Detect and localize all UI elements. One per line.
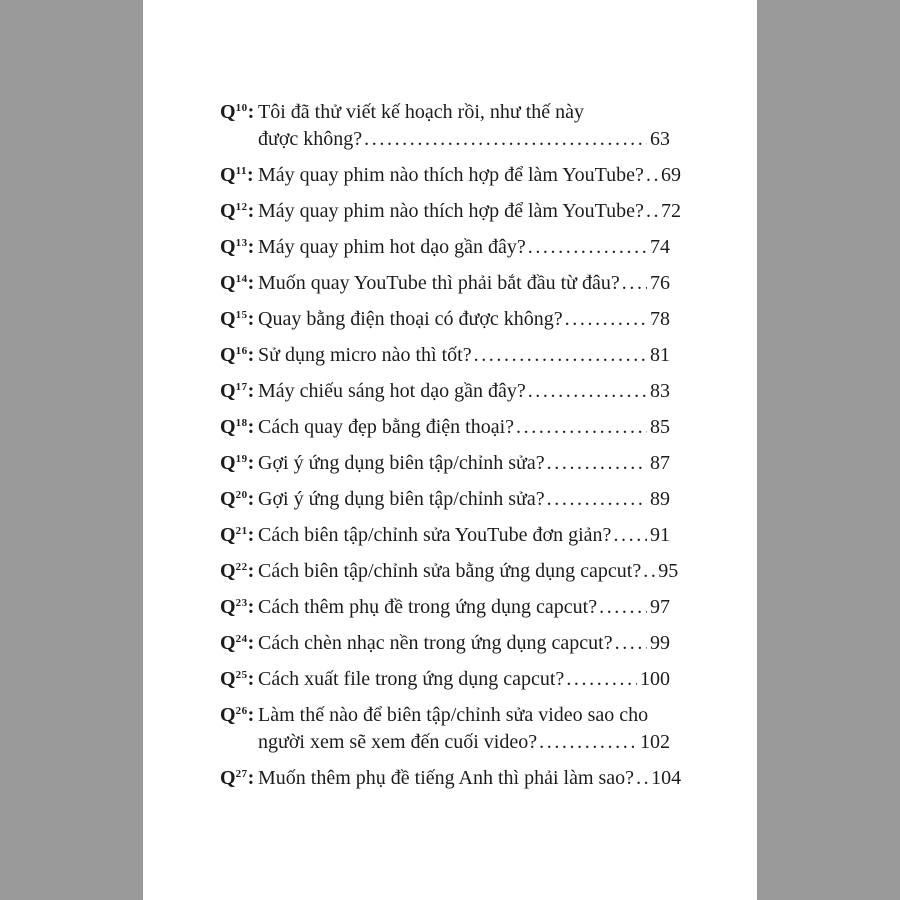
page-number: 99 bbox=[650, 632, 670, 654]
toc-entry-line bbox=[258, 342, 670, 369]
toc-entry-body bbox=[258, 522, 670, 549]
question-number-label: $Q^{18}$: bbox=[220, 416, 255, 438]
toc-entry-line bbox=[258, 729, 670, 756]
toc-entry-body bbox=[258, 414, 670, 441]
toc-entry-text: Máy chiếu sáng hot dạo gần đây? bbox=[258, 380, 526, 402]
toc-entry-body bbox=[258, 486, 670, 513]
toc-entry-line bbox=[258, 630, 670, 657]
dot-leader bbox=[615, 630, 647, 657]
toc-entry-text: Sử dụng micro nào thì tốt? bbox=[258, 344, 472, 366]
dot-leader bbox=[547, 450, 647, 477]
page-number: 104 bbox=[651, 767, 682, 789]
toc-entry-line bbox=[258, 162, 681, 189]
toc-entry-text: Muốn thêm phụ đề tiếng Anh thì phải làm sao? bbox=[258, 767, 635, 789]
page-number: 87 bbox=[650, 452, 670, 474]
toc-entry-text: Cách biên tập/chỉnh sửa YouTube đơn giản? bbox=[258, 524, 612, 546]
question-number-label: $Q^{26}$: bbox=[220, 704, 255, 726]
question-number-label: $Q^{20}$: bbox=[220, 488, 255, 510]
page-number: 63 bbox=[650, 128, 670, 150]
toc-entry-line bbox=[258, 486, 670, 513]
dot-leader bbox=[636, 765, 648, 792]
page-number: 102 bbox=[640, 731, 670, 753]
table-of-contents bbox=[220, 99, 682, 792]
question-number-label: $Q^{12}$: bbox=[220, 200, 255, 222]
page-number: 74 bbox=[650, 236, 670, 258]
dot-leader bbox=[622, 270, 647, 297]
toc-entry bbox=[220, 630, 670, 657]
toc-entry-body bbox=[258, 666, 670, 693]
toc-entry-line bbox=[258, 450, 670, 477]
toc-entry-text: Gợi ý ứng dụng biên tập/chỉnh sửa? bbox=[258, 452, 545, 474]
toc-entry-text: Cách thêm phụ đề trong ứng dụng capcut? bbox=[258, 596, 598, 618]
toc-entry-text: Gợi ý ứng dụng biên tập/chỉnh sửa? bbox=[258, 488, 545, 510]
toc-entry bbox=[220, 450, 670, 477]
question-number-label: $Q^{27}$: bbox=[220, 767, 255, 789]
toc-entry-line bbox=[258, 126, 670, 153]
toc-entry-text: Quay bằng điện thoại có được không? bbox=[258, 308, 563, 330]
toc-entry bbox=[220, 558, 679, 585]
question-number-label: $Q^{13}$: bbox=[220, 236, 255, 258]
page-number: 72 bbox=[660, 200, 681, 222]
toc-entry-text: Máy quay phim nào thích hợp để làm YouTube? bbox=[258, 200, 644, 222]
question-number-label: $Q^{15}$: bbox=[220, 308, 255, 330]
toc-entry-body bbox=[258, 630, 670, 657]
toc-entry-line bbox=[258, 198, 681, 225]
dot-leader bbox=[613, 522, 647, 549]
toc-entry-body bbox=[258, 234, 670, 261]
dot-leader bbox=[547, 486, 647, 513]
question-number-label: $Q^{23}$: bbox=[220, 596, 255, 618]
toc-entry bbox=[220, 522, 670, 549]
toc-entry bbox=[220, 765, 682, 792]
page-number: 78 bbox=[650, 308, 670, 330]
toc-entry-line: Tôi đã thử viết kế hoạch rồi, như thế này bbox=[258, 101, 585, 123]
toc-entry bbox=[220, 270, 670, 297]
question-number-label: $Q^{22}$: bbox=[220, 560, 255, 582]
toc-entry-text: Máy quay phim hot dạo gần đây? bbox=[258, 236, 526, 258]
question-number-label: $Q^{10}$: bbox=[220, 101, 255, 123]
toc-entry bbox=[220, 414, 670, 441]
page-number: 85 bbox=[650, 416, 670, 438]
toc-entry bbox=[220, 162, 681, 189]
question-number-label: $Q^{16}$: bbox=[220, 344, 255, 366]
dot-leader bbox=[474, 342, 647, 369]
dot-leader bbox=[528, 378, 647, 405]
toc-entry-body bbox=[258, 594, 670, 621]
toc-entry-body bbox=[258, 378, 670, 405]
toc-entry bbox=[220, 486, 670, 513]
question-number-label: $Q^{24}$: bbox=[220, 632, 255, 654]
page-number: 95 bbox=[658, 560, 679, 582]
dot-leader bbox=[646, 162, 658, 189]
toc-entry bbox=[220, 99, 670, 153]
toc-entry-body bbox=[258, 306, 670, 333]
toc-entry-body bbox=[258, 270, 670, 297]
toc-entry bbox=[220, 198, 681, 225]
question-number-label: $Q^{19}$: bbox=[220, 452, 255, 474]
page-number: 69 bbox=[660, 164, 681, 186]
toc-entry-body bbox=[258, 162, 681, 189]
toc-entry-line bbox=[258, 378, 670, 405]
toc-entry bbox=[220, 378, 670, 405]
dot-leader bbox=[528, 234, 647, 261]
toc-entry bbox=[220, 306, 670, 333]
dot-leader bbox=[565, 306, 647, 333]
toc-entry-line bbox=[258, 234, 670, 261]
toc-entry-text: Cách quay đẹp bằng điện thoại? bbox=[258, 416, 515, 438]
question-number-label: $Q^{11}$: bbox=[220, 164, 254, 186]
toc-entry bbox=[220, 702, 670, 756]
toc-entry bbox=[220, 234, 670, 261]
page-number: 97 bbox=[650, 596, 670, 618]
toc-entry-text: được không? bbox=[258, 128, 363, 150]
dot-leader bbox=[599, 594, 647, 621]
toc-entry-body bbox=[258, 342, 670, 369]
toc-entry-text: người xem sẽ xem đến cuối video? bbox=[258, 731, 538, 753]
question-number-label: $Q^{21}$: bbox=[220, 524, 255, 546]
toc-entry-line bbox=[258, 306, 670, 333]
toc-entry-text: Muốn quay YouTube thì phải bắt đầu từ đâu? bbox=[258, 272, 620, 294]
toc-entry-line bbox=[258, 522, 670, 549]
toc-entry-line: Làm thế nào để biên tập/chỉnh sửa video sao cho bbox=[258, 704, 649, 726]
toc-entry-line bbox=[258, 414, 670, 441]
toc-entry-body bbox=[258, 450, 670, 477]
page-number: 89 bbox=[650, 488, 670, 510]
question-number-label: $Q^{17}$: bbox=[220, 380, 255, 402]
toc-entry-body bbox=[258, 702, 670, 756]
toc-entry-body bbox=[258, 99, 670, 153]
page-number: 91 bbox=[650, 524, 670, 546]
toc-entry bbox=[220, 594, 670, 621]
dot-leader bbox=[646, 198, 658, 225]
toc-entry-text: Máy quay phim nào thích hợp để làm YouTube? bbox=[258, 164, 644, 186]
toc-entry-line bbox=[258, 666, 670, 693]
toc-entry-line bbox=[258, 765, 682, 792]
toc-entry bbox=[220, 666, 670, 693]
dot-leader bbox=[364, 126, 647, 153]
book-page bbox=[143, 0, 757, 900]
toc-entry-body bbox=[258, 558, 679, 585]
toc-entry-text: Cách xuất file trong ứng dụng capcut? bbox=[258, 668, 565, 690]
page-number: 83 bbox=[650, 380, 670, 402]
toc-entry-text: Cách chèn nhạc nền trong ứng dụng capcut? bbox=[258, 632, 613, 654]
question-number-label: $Q^{14}$: bbox=[220, 272, 255, 294]
dot-leader bbox=[566, 666, 637, 693]
question-number-label: $Q^{25}$: bbox=[220, 668, 255, 690]
page-number: 81 bbox=[650, 344, 670, 366]
toc-entry-body bbox=[258, 198, 681, 225]
toc-entry-line bbox=[258, 558, 679, 585]
toc-entry bbox=[220, 342, 670, 369]
toc-entry-body bbox=[258, 765, 682, 792]
toc-entry-line bbox=[258, 594, 670, 621]
page-number: 100 bbox=[640, 668, 670, 690]
toc-entry-text: Cách biên tập/chỉnh sửa bằng ứng dụng capcut? bbox=[258, 560, 642, 582]
dot-leader bbox=[539, 729, 637, 756]
dot-leader bbox=[516, 414, 647, 441]
page-number: 76 bbox=[650, 272, 670, 294]
toc-entry-line bbox=[258, 270, 670, 297]
dot-leader bbox=[643, 558, 655, 585]
